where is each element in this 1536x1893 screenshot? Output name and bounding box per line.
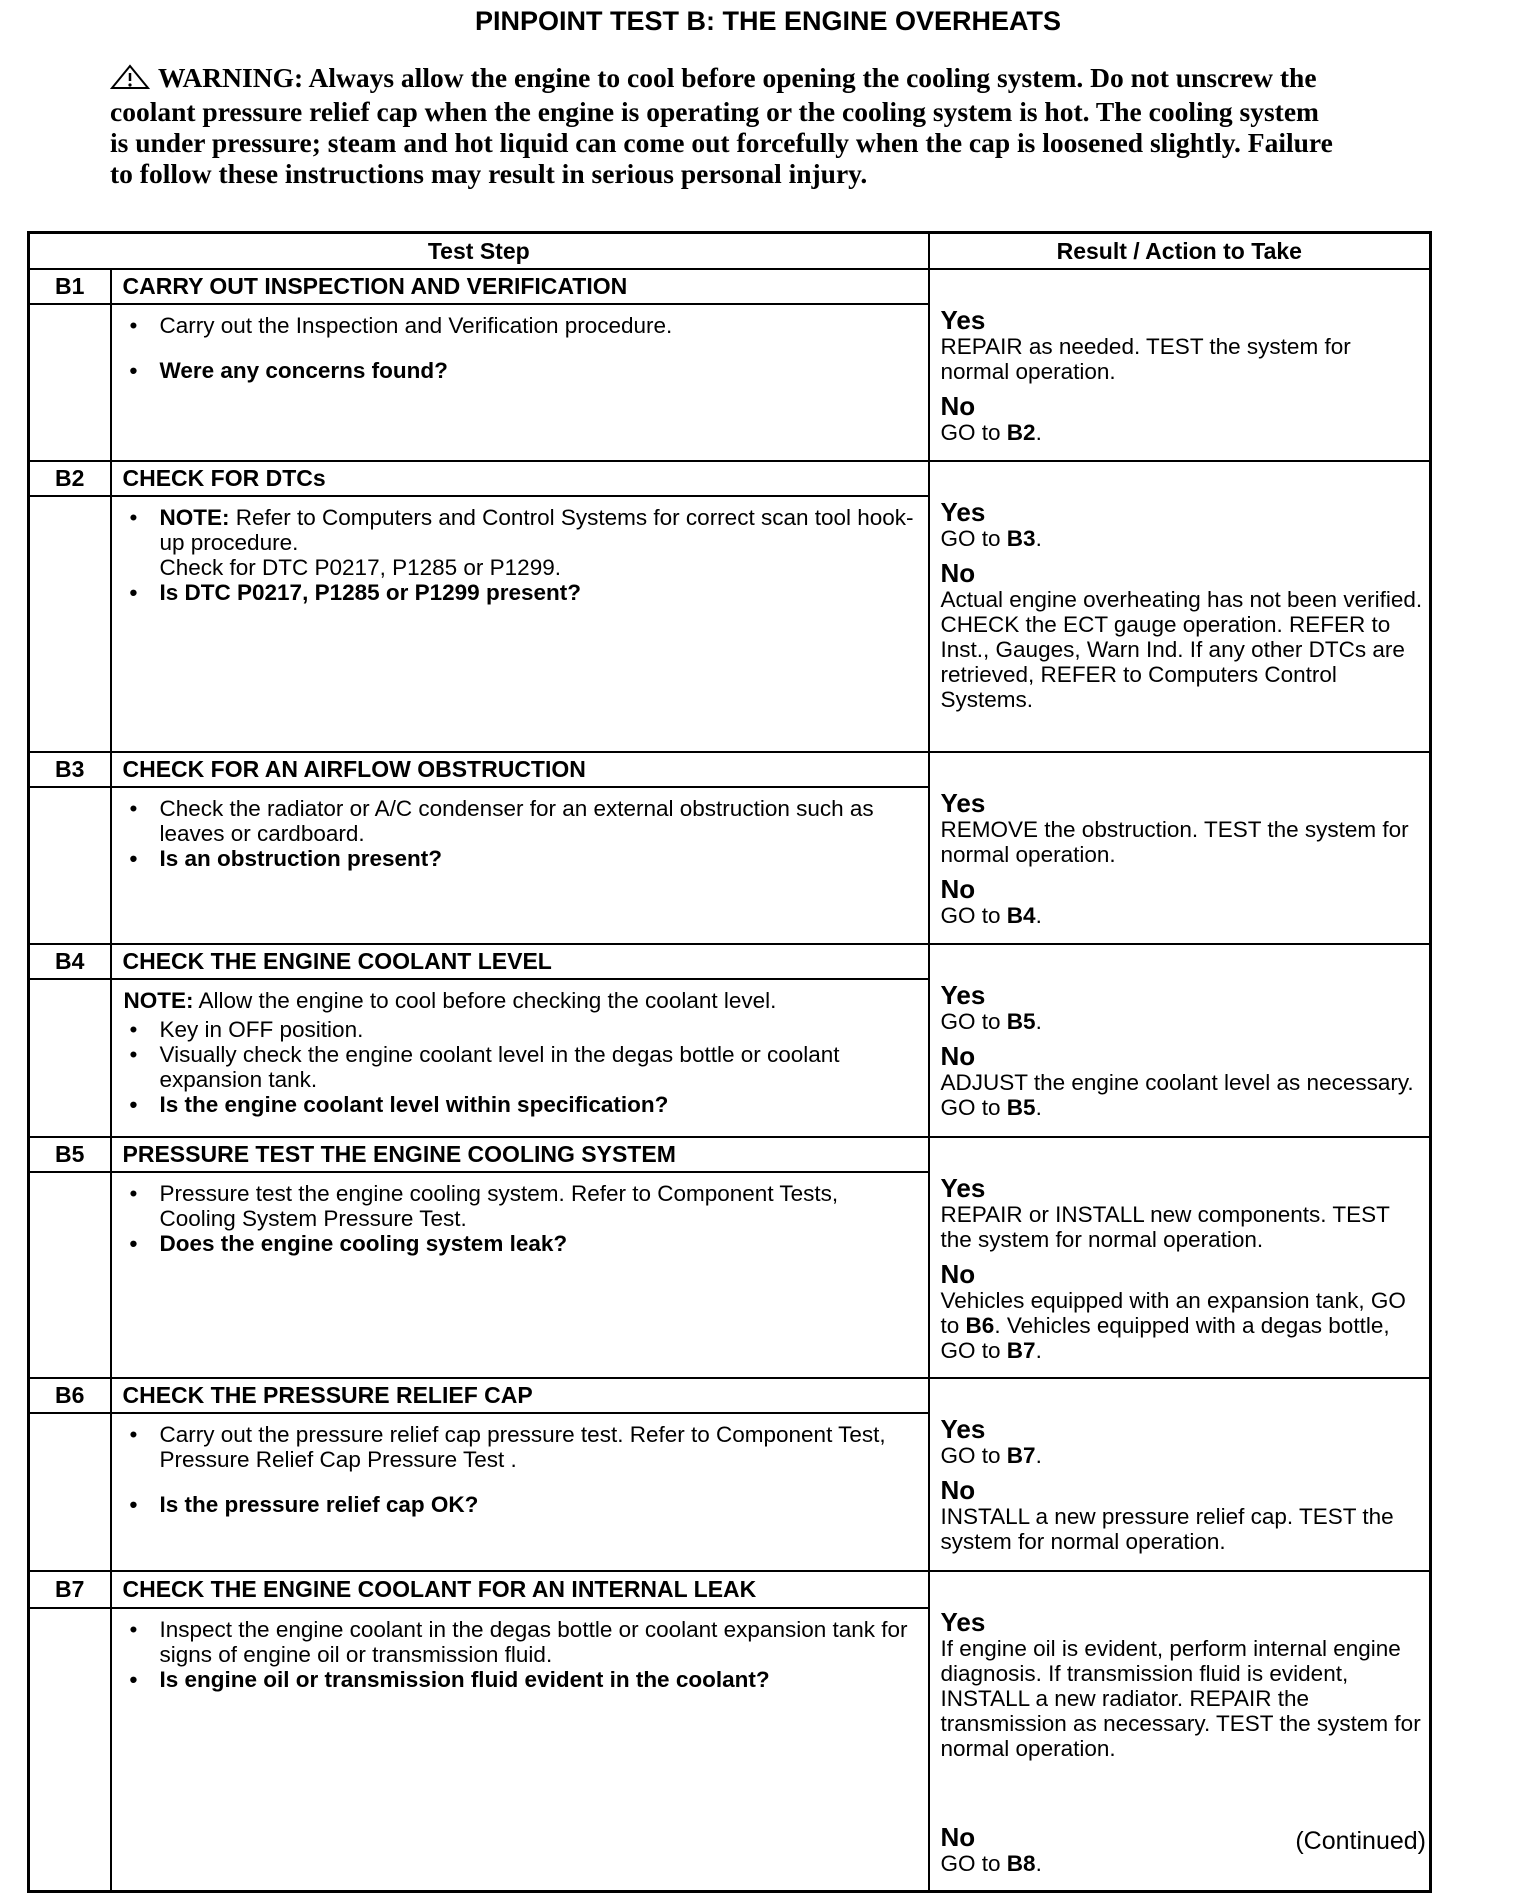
step-ref-link[interactable]: B5	[1006, 1009, 1036, 1034]
step-id: B3	[29, 752, 111, 787]
step-row-b1	[29, 269, 1431, 304]
yes-label: Yes	[940, 1173, 986, 1203]
no-label: No	[940, 1041, 976, 1071]
step-question: • Were any concerns found?	[124, 358, 918, 383]
step-instruction: • Check the radiator or A/C condenser for an external obstruction such as leaves or cardboard.	[124, 796, 918, 846]
step-row-b6	[29, 1378, 1431, 1413]
step-question: • Is the engine coolant level within specification?	[124, 1092, 918, 1117]
page-title: PINPOINT TEST B: THE ENGINE OVERHEATS	[474, 6, 1062, 36]
no-action: Actual engine overheating has not been verified. CHECK the ECT gauge operation. REFER to Inst., Gauges, Warn Ind. If any other DTCs are retrieved, REFER to Computers Control Systems.	[940, 587, 1423, 712]
step-instruction: Check for DTC P0217, P1285 or P1299.	[159, 555, 561, 580]
no-label: No	[940, 1822, 976, 1852]
step-ref-link[interactable]: B4	[1006, 903, 1036, 928]
step-ref-link[interactable]: B2	[1006, 420, 1036, 445]
yes-action: GO to B7.	[940, 1443, 1042, 1468]
step-title: CHECK THE ENGINE COOLANT FOR AN INTERNAL LEAK	[111, 1571, 929, 1608]
step-title: CHECK THE PRESSURE RELIEF CAP	[111, 1378, 929, 1413]
step-body	[111, 304, 929, 461]
yes-action: REMOVE the obstruction. TEST the system for normal operation.	[940, 817, 1409, 867]
step-title: CHECK FOR AN AIRFLOW OBSTRUCTION	[111, 752, 929, 787]
step-instruction: • Carry out the pressure relief cap pressure test. Refer to Component Test, Pressure Relief Cap Pressure Test .	[124, 1422, 918, 1472]
yes-label: Yes	[940, 1607, 986, 1637]
step-title: CHECK THE ENGINE COOLANT LEVEL	[111, 944, 929, 979]
no-action: GO to B2.	[940, 420, 1042, 445]
step-body	[111, 1172, 929, 1378]
step-body	[111, 979, 929, 1137]
step-title: PRESSURE TEST THE ENGINE COOLING SYSTEM	[111, 1137, 929, 1172]
step-ref-link[interactable]: B3	[1006, 526, 1036, 551]
step-row-b3	[29, 752, 1431, 787]
warning-text: WARNING: Always allow the engine to cool before opening the cooling system. Do not unscrew the coolant pressure relief cap when the engine is operating or the cooling system is hot. The cooling system is under pressure; steam and hot liquid can come out forcefully when the cap is loosened slightly. Failure to follow these instructions may result in serious personal injury.	[110, 62, 1333, 189]
step-body	[111, 496, 929, 752]
yes-label: Yes	[940, 980, 986, 1010]
step-instruction: • Inspect the engine coolant in the degas bottle or coolant expansion tank for signs of engine oil or transmission fluid.	[124, 1617, 918, 1667]
step-id: B1	[29, 269, 111, 304]
header-test-step: Test Step	[29, 233, 929, 270]
step-question: • Does the engine cooling system leak?	[124, 1231, 918, 1256]
step-ref-link[interactable]: B7	[1006, 1443, 1036, 1468]
header-result: Result / Action to Take	[929, 233, 1431, 270]
result-cell	[929, 269, 1431, 461]
no-label: No	[940, 1259, 976, 1289]
step-ref-link[interactable]: B7	[1006, 1338, 1036, 1363]
step-title: CHECK FOR DTCs	[111, 461, 929, 496]
step-id: B6	[29, 1378, 111, 1413]
step-note: NOTE: Allow the engine to cool before checking the coolant level.	[123, 988, 777, 1013]
warning-triangle-icon	[110, 64, 150, 96]
result-cell	[929, 1137, 1431, 1378]
step-row-b2	[29, 461, 1431, 496]
no-action: INSTALL a new pressure relief cap. TEST the system for normal operation.	[940, 1504, 1394, 1554]
no-label: No	[940, 874, 976, 904]
yes-label: Yes	[940, 497, 986, 527]
step-row-b5	[29, 1137, 1431, 1172]
no-label: No	[940, 1475, 976, 1505]
result-cell	[929, 752, 1431, 944]
no-label: No	[940, 391, 976, 421]
step-instruction: • Carry out the Inspection and Verification procedure.	[124, 313, 918, 338]
yes-action: If engine oil is evident, perform internal engine diagnosis. If transmission fluid is evident, INSTALL a new radiator. REPAIR the transmission as necessary. TEST the system for normal operation.	[940, 1636, 1421, 1761]
warning-block	[110, 62, 1340, 189]
yes-label: Yes	[940, 1414, 986, 1444]
step-body	[111, 787, 929, 944]
step-question: • Is the pressure relief cap OK?	[124, 1492, 918, 1517]
yes-action: REPAIR as needed. TEST the system for normal operation.	[940, 334, 1351, 384]
yes-label: Yes	[940, 788, 986, 818]
step-instruction: • Key in OFF position.	[124, 1017, 918, 1042]
step-ref-link[interactable]: B5	[1006, 1095, 1036, 1120]
step-id: B4	[29, 944, 111, 979]
step-id: B2	[29, 461, 111, 496]
table-header-row	[29, 233, 1431, 270]
yes-action: GO to B5.	[940, 1009, 1042, 1034]
yes-action: GO to B3.	[940, 526, 1042, 551]
step-body	[111, 1413, 929, 1571]
continued-note: (Continued)	[1295, 1827, 1426, 1855]
step-body	[111, 1608, 929, 1892]
yes-action: REPAIR or INSTALL new components. TEST the system for normal operation.	[940, 1202, 1390, 1252]
result-cell	[929, 1378, 1431, 1571]
result-cell	[929, 461, 1431, 752]
step-note: • NOTE: Refer to Computers and Control Systems for correct scan tool hook-up procedure.	[124, 505, 918, 555]
step-id: B7	[29, 1571, 111, 1608]
no-action: GO to B4.	[940, 903, 1042, 928]
yes-label: Yes	[940, 305, 986, 335]
step-id: B5	[29, 1137, 111, 1172]
result-cell	[929, 944, 1431, 1137]
step-ref-link[interactable]: B6	[965, 1313, 995, 1338]
step-question: • Is engine oil or transmission fluid evident in the coolant?	[124, 1667, 918, 1692]
step-row-b4	[29, 944, 1431, 979]
step-ref-link[interactable]: B8	[1006, 1851, 1036, 1876]
step-instruction: • Visually check the engine coolant level in the degas bottle or coolant expansion tank.	[124, 1042, 918, 1092]
step-title: CARRY OUT INSPECTION AND VERIFICATION	[111, 269, 929, 304]
step-instruction: • Pressure test the engine cooling system. Refer to Component Tests, Cooling System Pressure Test.	[124, 1181, 918, 1231]
no-action: ADJUST the engine coolant level as necessary. GO to B5.	[940, 1070, 1414, 1120]
no-action: Vehicles equipped with an expansion tank, GO to B6. Vehicles equipped with a degas bottle, GO to B7.	[940, 1288, 1406, 1363]
pinpoint-test-table	[27, 231, 1432, 1893]
step-question: • Is DTC P0217, P1285 or P1299 present?	[124, 580, 918, 605]
no-action: GO to B8.	[940, 1851, 1042, 1876]
step-row-b7	[29, 1571, 1431, 1608]
no-label: No	[940, 558, 976, 588]
step-question: • Is an obstruction present?	[124, 846, 918, 871]
